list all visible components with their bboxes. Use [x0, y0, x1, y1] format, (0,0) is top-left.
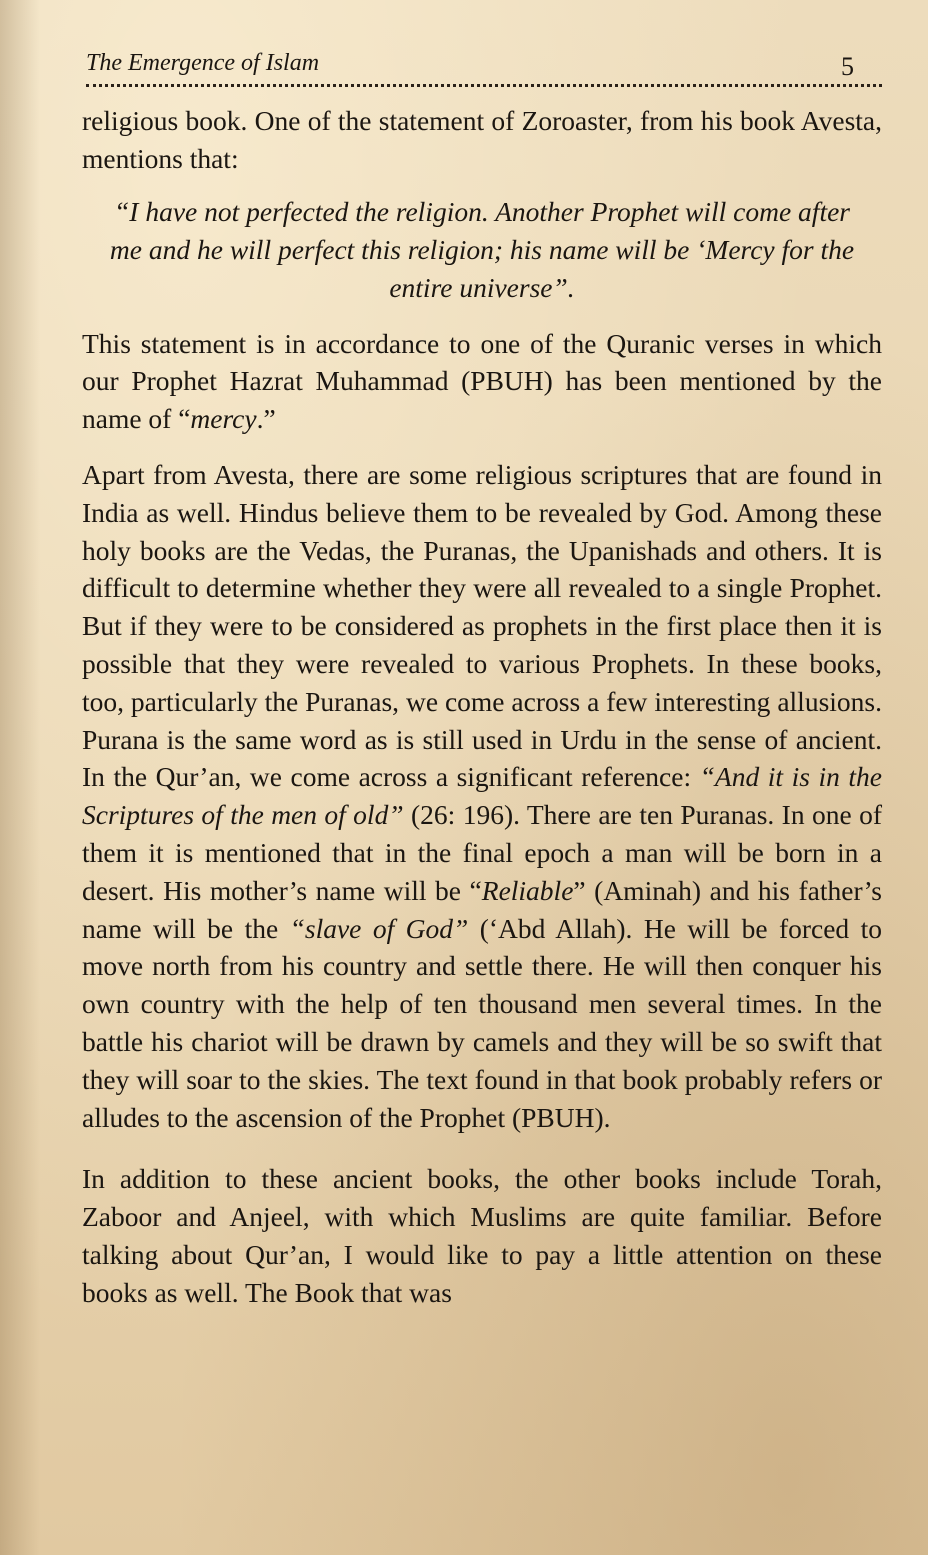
paragraph-2-text: This statement is in accordance to one of the Quranic verses in which our Prophet Hazrat Muhammad (PBUH) has been mentioned by the name of “	[82, 327, 882, 435]
paragraph-2-end: .”	[256, 403, 276, 435]
header-title: The Emergence of Islam	[86, 50, 320, 76]
body-text	[82, 102, 882, 1312]
paragraph-3-part-d: (‘Abd Allah). He will be forced to move north from his country and settle there. He will then conquer his own country with the help of ten thousand men several times. In the battle his chariot will be drawn by camels and they will be so swift that they will soar to the skies. The text found in that book probably refers or alludes to the ascension of the Prophet (PBUH).	[82, 912, 882, 1133]
page-number: 5	[841, 52, 854, 81]
paragraph-3-part-a: Apart from Avesta, there are some religious scriptures that are found in India as well. Hindus believe them to be revealed by God. Among these holy books are the Vedas, the Puranas, the Upanishads and others. It is difficult to determine whether they were all revealed to a single Prophet. But if they were to be considered as prophets in the first place then it is possible that they were revealed to various Prophets. In these books, too, particularly the Puranas, we come across a few interesting allusions. Purana is the same word as is still used in Urdu in the sense of ancient. In the Qur’an, we come across a significant reference:	[82, 458, 882, 793]
mercy-emphasis: mercy	[190, 403, 257, 435]
reliable-emphasis: Reliable	[481, 874, 574, 906]
paragraph-3	[82, 456, 882, 1136]
paragraph-3-part-b: (26: 196). There are ten Puranas. In one of them it is mentioned that in the final epoch a man will be born in a desert. His mother’s name will be “	[82, 799, 882, 906]
paragraph-2	[82, 325, 882, 438]
block-quote: “I have not perfected the religion. Another Prophet will come after me and he will perfect this religion; his name will be ‘Mercy for the entire universe”.	[109, 195, 855, 303]
paragraph-3-part-c: ” (Aminah) and his father’s name will be the	[82, 874, 882, 944]
slave-of-god-emphasis: “slave of God”	[289, 912, 469, 944]
binding-shadow	[0, 0, 40, 1555]
paragraph-4: In addition to these ancient books, the other books include Torah, Zaboor and Anjeel, with which Muslims are quite familiar. Before talking about Qur’an, I would like to pay a little attention on these books as well. The Book that was	[82, 1163, 882, 1308]
quran-quote-emphasis: “And it is in the Scriptures of the men of old”	[82, 761, 882, 831]
header-dotted-rule	[86, 84, 882, 87]
paragraph-1: religious book. One of the statement of Zoroaster, from his book Avesta, mentions that:	[82, 105, 882, 174]
running-header	[86, 48, 882, 88]
